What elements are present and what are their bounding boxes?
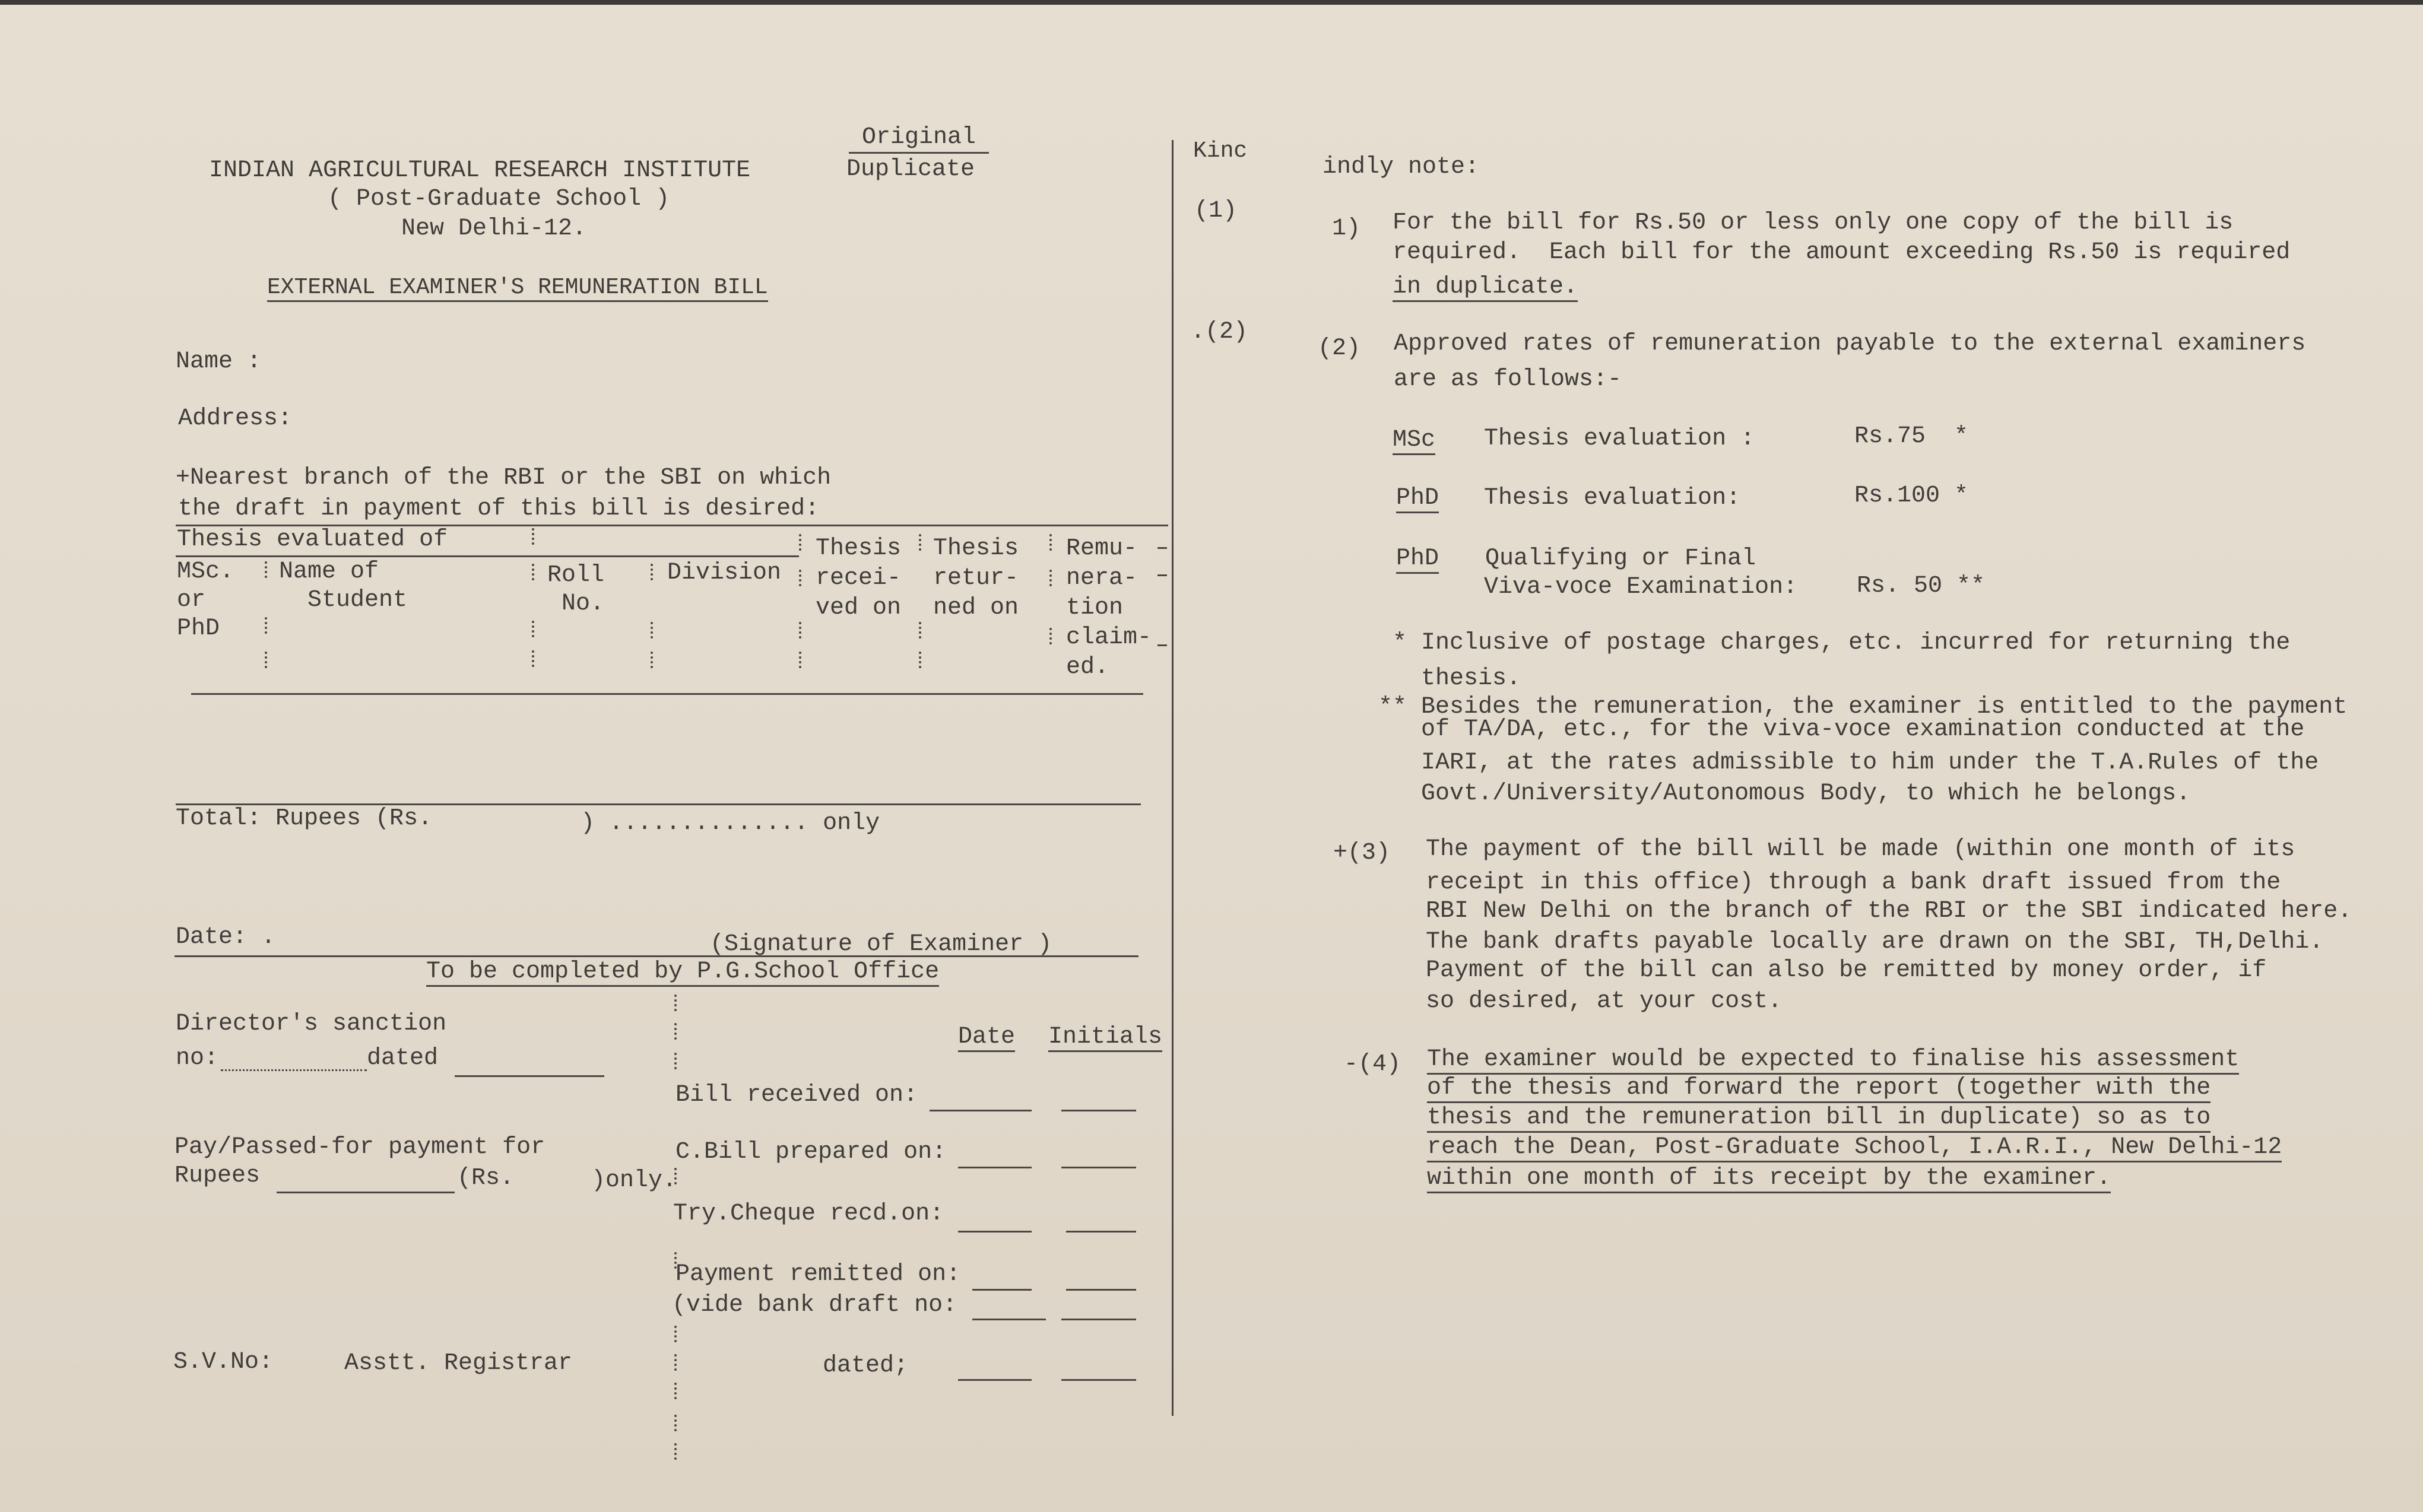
col-separator [651,652,653,668]
sanction-date-field [455,1075,604,1077]
rate-degree-msc: MSc [1393,428,1435,455]
note-3-line-5: Payment of the bill can also be remitted by money order, if [1426,957,2267,984]
vide-bank-draft-label: (vide bank draft no: [672,1292,957,1319]
dstar-note-3: IARI, at the rates admissible to him under the T.A.Rules of the [1378,749,2319,776]
copy-duplicate: Duplicate [846,156,975,183]
rate-value-msc: Rs.75 * [1854,423,1969,450]
note-2-number: (2) [1318,335,1361,362]
payment-remitted-label: Payment remitted on: [675,1261,961,1288]
only-label: )only. [591,1167,677,1194]
note-1-line-3: in duplicate. [1393,275,1578,302]
col-separator [799,534,801,551]
address-label: Address: [178,405,293,432]
office-divider [674,995,677,1011]
col-separator [1049,628,1052,644]
dstar-note-4: Govt./University/Autonomous Body, to which he belongs. [1378,780,2191,807]
col-separator [799,570,801,586]
cbill-prepared-initials [1061,1167,1136,1168]
office-divider [674,1023,677,1040]
col-separator [919,534,921,551]
rate-value-phd-viva: Rs. 50 ** [1857,573,1986,599]
branch-line-1: +Nearest branch of the RBI or the SBI on which [176,465,832,491]
star-note-2: thesis. [1393,665,1521,692]
rupees-label: Rupees [175,1162,261,1189]
asstt-registrar-label: Asstt. Registrar [344,1350,573,1377]
rs-label: (Rs. [457,1165,515,1192]
col-received: Thesis recei- ved on [816,535,902,621]
try-cheque-date [958,1231,1032,1233]
office-divider [674,1354,677,1371]
office-divider [674,1383,677,1399]
col-separator [1049,534,1052,551]
col-returned: Thesis retur- ned on [933,535,1019,621]
date-label: Date: . [176,924,276,951]
office-divider [674,1053,677,1069]
dstar-note-1: ** Besides the remuneration, the examiner is entitled to the payment [1378,694,2348,720]
col-separator [919,652,921,668]
note-1-number: 1) [1332,215,1361,242]
col-separator [651,622,653,639]
note-4-line-1: The examiner would be expected to finalise his assessment [1427,1048,2239,1075]
office-note: To be completed by P.G.School Office [426,960,939,987]
col-date: Date [958,1025,1015,1052]
name-label: Name : [176,348,262,375]
note-3-line-1: The payment of the bill will be made (within one month of its [1426,836,2295,863]
office-divider [674,1415,677,1431]
scan-edge [0,0,2423,5]
note-4-number: -(4) [1344,1051,1401,1078]
note-4-line-4: reach the Dean, Post-Graduate School, I.A.R.I., New Delhi-12 [1427,1136,2282,1162]
city-name: New Delhi-12. [401,215,587,242]
note-3-line-2: receipt in this office) through a bank draft issued from the [1426,869,2281,896]
cbill-prepared-date [958,1167,1032,1168]
branch-line-2: the draft in payment of this bill is desired: [178,495,820,522]
col-separator [799,652,801,668]
sv-dated-field [958,1379,1032,1381]
rate-desc-phd-thesis: Thesis evaluation: [1484,485,1741,512]
table-bottom-rule [191,693,1143,695]
note-3-line-4: The bank drafts payable locally are drawn on the SBI, TH,Delhi. [1426,929,2324,955]
signature-label: (Signature of Examiner ) [710,931,1052,958]
note-3-line-3: RBI New Delhi on the branch of the RBI or the SBI indicated here. [1426,898,2352,925]
col-separator [265,561,267,578]
col-separator [265,617,267,634]
office-divider [674,1326,677,1342]
bill-title: EXTERNAL EXAMINER'S REMUNERATION BILL [267,277,768,302]
col-division: Division [667,560,782,586]
pay-passed-label: Pay/Passed-for payment for [175,1134,546,1161]
notes-heading-left: Kinc [1193,138,1248,164]
cbill-prepared-label: C.Bill prepared on: [675,1139,947,1165]
office-divider [674,1443,677,1460]
total-label: Total: Rupees (Rs. [176,805,433,832]
total-tail: ) .............. only [581,810,880,837]
rate-value-phd-thesis: Rs.100 * [1854,482,1969,509]
col-degree: MSc. or PhD [177,558,234,642]
col-separator [265,652,267,668]
star-note-1: * Inclusive of postage charges, etc. incurred for returning the [1393,630,2291,656]
rate-degree-phd-viva: PhD [1396,547,1439,574]
rate-desc-phd-viva-2: Viva-voce Examination: [1484,574,1798,601]
bank-draft-no-field [972,1319,1046,1320]
bill-received-date [930,1110,1032,1111]
margin-note-2: .(2) [1191,319,1248,345]
col-roll: Roll No. [547,562,605,617]
notes-heading: indly note: [1322,154,1480,180]
note-4-line-2: of the thesis and forward the report (together with the [1427,1076,2210,1103]
sanction-no-field [221,1069,367,1071]
note-1-line-2: required. Each bill for the amount exceeding Rs.50 is required [1393,239,2291,266]
sv-initials-field [1061,1379,1136,1381]
office-divider [674,1168,677,1184]
institute-name: INDIAN AGRICULTURAL RESEARCH INSTITUTE [209,157,751,184]
sanction-no-label: no: [176,1045,219,1072]
bill-received-initials [1061,1110,1136,1111]
note-1-line-1: For the bill for Rs.50 or less only one copy of the bill is [1393,209,2234,236]
dstar-note-2: of TA/DA, etc., for the viva-voce examination conducted at the [1378,716,2305,743]
center-divider [1172,140,1174,1416]
copy-original: Original [849,126,989,154]
payment-remitted-initials [1066,1289,1136,1291]
director-sanction: Director's sanction [176,1011,447,1037]
dated-label: dated; [823,1352,909,1379]
col-separator [651,564,653,580]
try-cheque-initials [1066,1231,1136,1233]
note-2-line-1: Approved rates of remuneration payable to the external examiners [1394,331,2306,357]
payment-remitted-date [972,1289,1032,1291]
note-3-line-6: so desired, at your cost. [1426,988,1783,1015]
col-remuneration: Remu- nera- tion claim- ed. [1066,535,1152,681]
table-group-header: Thesis evaluated of [177,526,448,553]
signature-rule [175,955,1138,957]
margin-note-1: (1) [1194,198,1238,224]
edge-mark [1157,574,1167,576]
col-separator [919,622,921,639]
note-2-line-2: are as follows:- [1394,366,1622,393]
col-separator [532,621,534,637]
col-separator [532,650,534,667]
sanction-dated-label: dated [367,1045,439,1072]
bank-draft-initials [1061,1319,1136,1320]
rupees-field [277,1192,455,1193]
bill-received-label: Bill received on: [675,1082,918,1108]
note-3-number: +(3) [1333,840,1391,866]
col-separator [532,564,534,580]
col-student: Name of Student [279,558,408,614]
rate-desc-msc: Thesis evaluation : [1484,425,1755,452]
rate-desc-phd-viva-1: Qualifying or Final [1485,545,1756,572]
edge-mark [1157,644,1167,646]
note-4-line-5: within one month of its receipt by the examiner. [1427,1167,2111,1193]
rate-degree-phd-thesis: PhD [1396,487,1439,513]
try-cheque-label: Try.Cheque recd.on: [673,1200,944,1227]
col-separator [1049,570,1052,586]
edge-mark [1157,547,1167,549]
sv-no-label: S.V.No: [173,1349,274,1376]
col-separator [799,622,801,639]
col-separator [532,528,534,545]
school-name: ( Post-Graduate School ) [328,186,670,212]
note-4-line-3: thesis and the remuneration bill in duplicate) so as to [1427,1106,2210,1133]
col-initials: Initials [1048,1025,1162,1052]
group-header-rule [176,555,799,557]
